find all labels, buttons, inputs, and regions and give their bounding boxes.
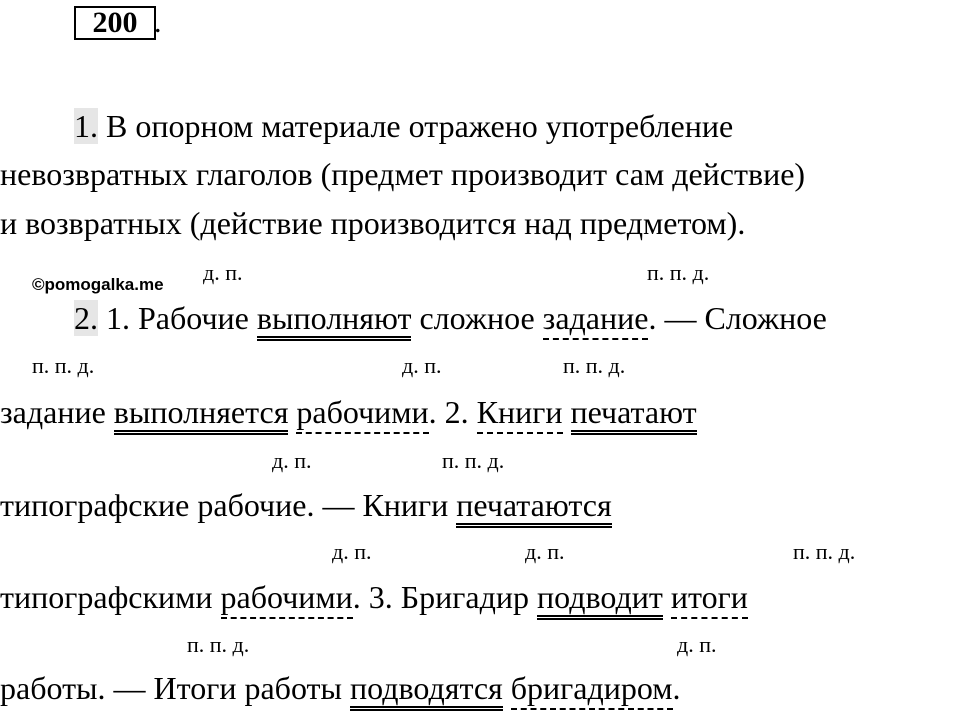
exercise-number-dot: . [154, 6, 162, 39]
p2-line-2 [0, 394, 697, 430]
agent-object: бригадиром [511, 670, 673, 710]
exercise-number: 200 [74, 6, 156, 40]
text-span: 1. Рабочие [98, 300, 257, 336]
label-dp: д. п. [203, 260, 243, 285]
predicate: выполняют [257, 300, 412, 341]
p1-line-1 [74, 108, 733, 144]
predicate: выполняется [114, 394, 289, 435]
p2-line-4 [0, 579, 748, 615]
predicate: подводит [537, 579, 663, 620]
p1-line-2: невозвратных глаголов (предмет производит сам действие) [0, 156, 806, 192]
predicate: печатают [571, 394, 697, 435]
text-span: работы. — Итоги работы [0, 670, 351, 706]
label-dp: д. п. [272, 448, 312, 473]
text-span [663, 579, 671, 615]
object: итоги [671, 579, 748, 619]
subject: Книги [477, 394, 563, 434]
label-ppd: п. п. д. [32, 353, 95, 378]
text-span: сложное [411, 300, 543, 336]
label-ppd: п. п. д. [187, 632, 250, 657]
label-ppd: п. п. д. [647, 260, 710, 285]
predicate: подводятся [350, 670, 503, 711]
p1-text-1: В опорном материале отражено употребление [98, 108, 734, 144]
label-ppd: п. п. д. [563, 353, 626, 378]
agent-object: рабочими [296, 394, 428, 434]
text-span: . 2. [428, 394, 477, 430]
label-dp: д. п. [402, 353, 442, 378]
agent-object: рабочими [221, 579, 353, 619]
subject: задание [543, 300, 649, 340]
label-ppd: п. п. д. [793, 539, 856, 564]
p2-line-3 [0, 487, 612, 523]
watermark: ©pomogalka.me [32, 275, 164, 294]
text-span: . [672, 670, 681, 706]
text-span: типографскими [0, 579, 221, 615]
text-span [563, 394, 571, 430]
p1-number: 1. [74, 108, 98, 144]
label-ppd: п. п. д. [442, 448, 505, 473]
text-span [503, 670, 511, 706]
text-span: . 3. Бригадир [352, 579, 538, 615]
label-dp: д. п. [677, 632, 717, 657]
text-span: задание [0, 394, 114, 430]
p2-line-1 [74, 300, 827, 336]
label-dp: д. п. [525, 539, 565, 564]
label-dp: д. п. [332, 539, 372, 564]
text-span: . — Сложное [648, 300, 827, 336]
p1-line-3: и возвратных (действие производится над предметом). [0, 205, 746, 241]
text-span: типографские рабочие. — Книги [0, 487, 457, 523]
predicate: печатаются [456, 487, 611, 528]
p2-number: 2. [74, 300, 98, 336]
p2-line-5 [0, 670, 681, 706]
